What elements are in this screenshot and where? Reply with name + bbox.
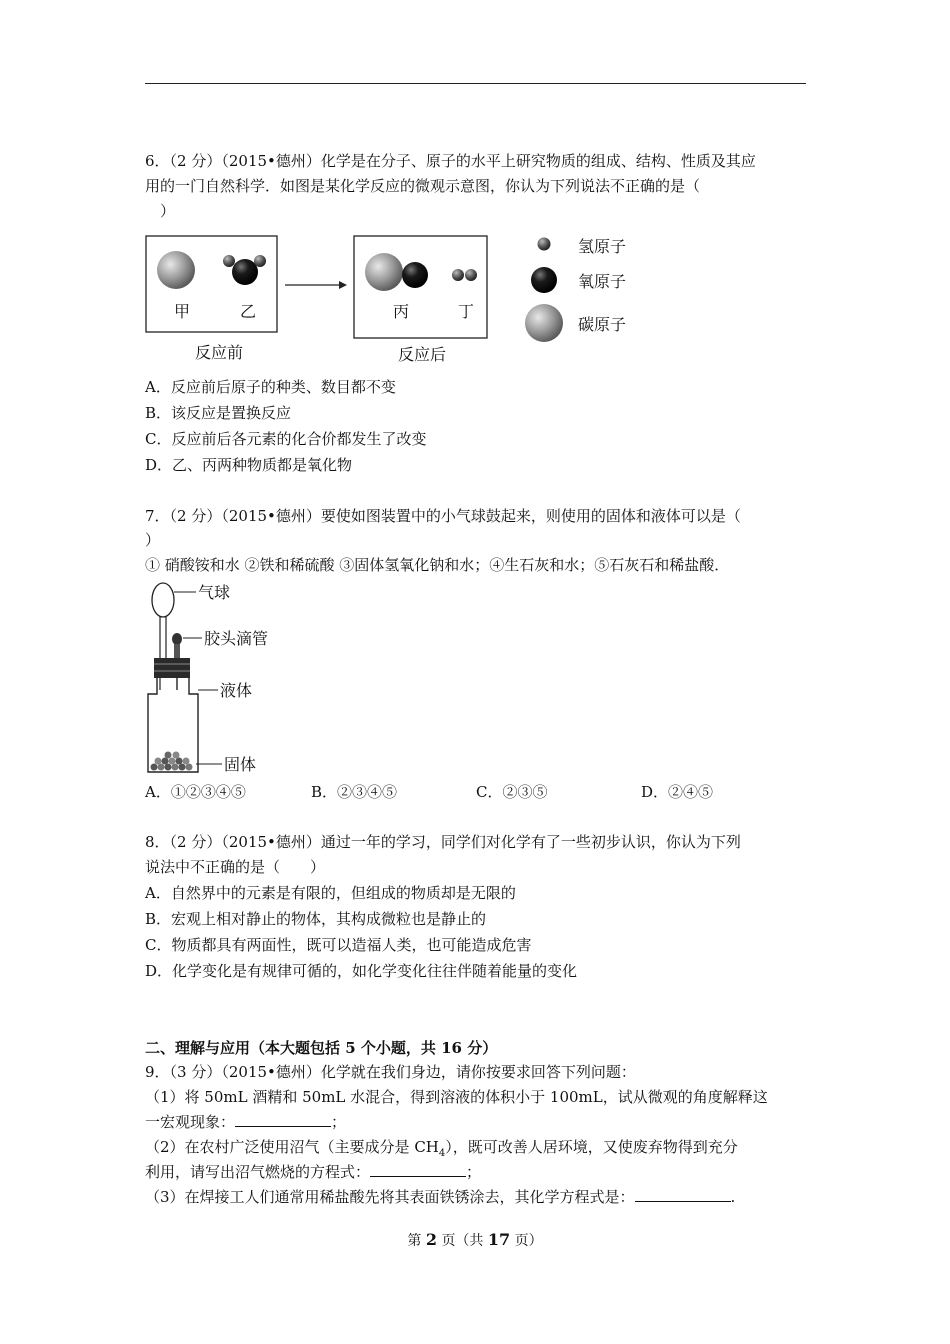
q8-option-a: A．自然界中的元素是有限的，但组成的物质却是无限的 bbox=[145, 884, 516, 902]
q9-p1-line1: （1）将 50mL 酒精和 50mL 水混合，得到溶液的体积小于 100mL，试从微观的角度解释这 bbox=[145, 1088, 768, 1106]
legend-oxygen-icon bbox=[531, 267, 557, 293]
q6-option-d: D．乙、丙两种物质都是氧化物 bbox=[145, 456, 353, 474]
q7-stem-line2: ） bbox=[145, 531, 161, 549]
q6-stem-line2: 用的一门自然科学．如图是某化学反应的微观示意图，你认为下列说法不正确的是（ bbox=[145, 177, 701, 195]
q7-options bbox=[145, 780, 713, 804]
q7-option-d: D．②④⑤ bbox=[641, 783, 714, 801]
reaction-diagram bbox=[140, 228, 660, 373]
label-yi: 乙 bbox=[240, 302, 257, 321]
q9-p2-end: ； bbox=[466, 1163, 482, 1181]
q6-stem-line3: ） bbox=[160, 202, 176, 220]
q8-stem-line2: 说法中不正确的是（ ） bbox=[145, 858, 326, 876]
label-liquid: 液体 bbox=[220, 681, 253, 700]
q9-p3-line1 bbox=[145, 1185, 735, 1209]
legend-oxygen: 氧原子 bbox=[578, 272, 627, 291]
q7-option-c: C．②③⑤ bbox=[476, 783, 548, 801]
legend-hydrogen-icon bbox=[538, 238, 551, 251]
footer-post: 页） bbox=[514, 1233, 543, 1249]
stopper-icon bbox=[154, 658, 190, 678]
label-balloon: 气球 bbox=[198, 583, 231, 602]
q6-option-b: B．该反应是置换反应 bbox=[145, 404, 292, 422]
hydrogen-atom bbox=[465, 269, 477, 281]
q7-option-b: B．②③④⑤ bbox=[311, 783, 398, 801]
q9-p3-text: （3）在焊接工人们通常用稀盐酸先将其表面铁锈涂去，其化学方程式是： bbox=[145, 1188, 635, 1206]
q7-stem-line1: 7．（2 分）（2015•德州）要使如图装置中的小气球鼓起来，则使用的固体和液体可以是（ bbox=[145, 507, 741, 525]
q9-stem: 9．（3 分）（2015•德州）化学就在我们身边，请你按要求回答下列问题： bbox=[145, 1063, 636, 1081]
page-footer bbox=[0, 1230, 950, 1250]
q7-stem-line3: ① 硝酸铵和水 ②铁和稀硫酸 ③固体氢氧化钠和水；④生石灰和水；⑤石灰石和稀盐酸． bbox=[145, 556, 730, 574]
label-solid: 固体 bbox=[224, 755, 257, 774]
before-label: 反应前 bbox=[195, 343, 244, 362]
label-dropper: 胶头滴管 bbox=[204, 629, 269, 648]
footer-pre: 第 bbox=[407, 1233, 422, 1249]
hydrogen-atom bbox=[223, 255, 235, 267]
q8-option-c: C．物质都具有两面性，既可以造福人类，也可能造成危害 bbox=[145, 936, 532, 954]
q9-answer-blank-1[interactable] bbox=[235, 1112, 331, 1127]
q9-answer-blank-3[interactable] bbox=[635, 1187, 731, 1202]
q9-p2-line2 bbox=[145, 1160, 481, 1184]
q8-option-b: B．宏观上相对静止的物体，其构成微粒也是静止的 bbox=[145, 910, 487, 928]
oxygen-atom bbox=[402, 262, 428, 288]
balloon-icon bbox=[152, 583, 174, 617]
q6-option-a: A．反应前后原子的种类、数目都不变 bbox=[145, 378, 396, 396]
q8-stem-line1: 8．（2 分）（2015•德州）通过一年的学习，同学们对化学有了一些初步认识，你认为下列 bbox=[145, 833, 741, 851]
q8-option-d: D．化学变化是有规律可循的，如化学变化往往伴随着能量的变化 bbox=[145, 962, 578, 980]
header-rule bbox=[145, 83, 806, 84]
q6-option-c: C．反应前后各元素的化合价都发生了改变 bbox=[145, 430, 427, 448]
oxygen-atom bbox=[232, 259, 258, 285]
q6-stem-line1: 6．（2 分）（2015•德州）化学是在分子、原子的水平上研究物质的组成、结构、性质及其应 bbox=[145, 152, 756, 170]
hydrogen-atom bbox=[254, 255, 266, 267]
legend-hydrogen: 氢原子 bbox=[578, 237, 627, 256]
carbon-atom bbox=[157, 251, 195, 289]
q9-p2-text-a: （2）在农村广泛使用沼气（主要成分是 CH bbox=[145, 1138, 439, 1156]
legend-carbon-icon bbox=[525, 304, 563, 342]
legend-carbon: 碳原子 bbox=[578, 315, 627, 334]
q9-p1-end: ； bbox=[331, 1113, 347, 1131]
footer-mid: 页（共 bbox=[441, 1233, 484, 1249]
q9-p2-text-b: ），既可改善人居环境，又使废弃物得到充分 bbox=[445, 1138, 738, 1156]
q9-p2-subscript: 4 bbox=[438, 1148, 446, 1159]
q9-p1-text: 一宏观现象： bbox=[145, 1113, 236, 1131]
apparatus-diagram bbox=[140, 578, 300, 776]
after-label: 反应后 bbox=[398, 345, 447, 364]
q9-p1-line2 bbox=[145, 1110, 346, 1134]
footer-total-pages: 17 bbox=[487, 1230, 511, 1249]
q7-option-a: A．①②③④⑤ bbox=[145, 783, 246, 801]
hydrogen-atom bbox=[452, 269, 464, 281]
label-jia: 甲 bbox=[174, 302, 191, 321]
q9-p3-end: . bbox=[730, 1188, 736, 1206]
carbon-atom bbox=[365, 253, 403, 291]
label-ding: 丁 bbox=[458, 302, 475, 321]
dropper-icon bbox=[172, 633, 182, 645]
q9-answer-blank-2[interactable] bbox=[370, 1162, 466, 1177]
label-bing: 丙 bbox=[393, 302, 410, 321]
solid-particles-icon bbox=[151, 752, 193, 771]
q9-p2-text: 利用，请写出沼气燃烧的方程式： bbox=[145, 1163, 371, 1181]
footer-page-number: 2 bbox=[425, 1230, 437, 1249]
section2-heading: 二、理解与应用（本大题包括 5 个小题，共 16 分） bbox=[145, 1039, 498, 1057]
reaction-arrow bbox=[339, 281, 347, 289]
